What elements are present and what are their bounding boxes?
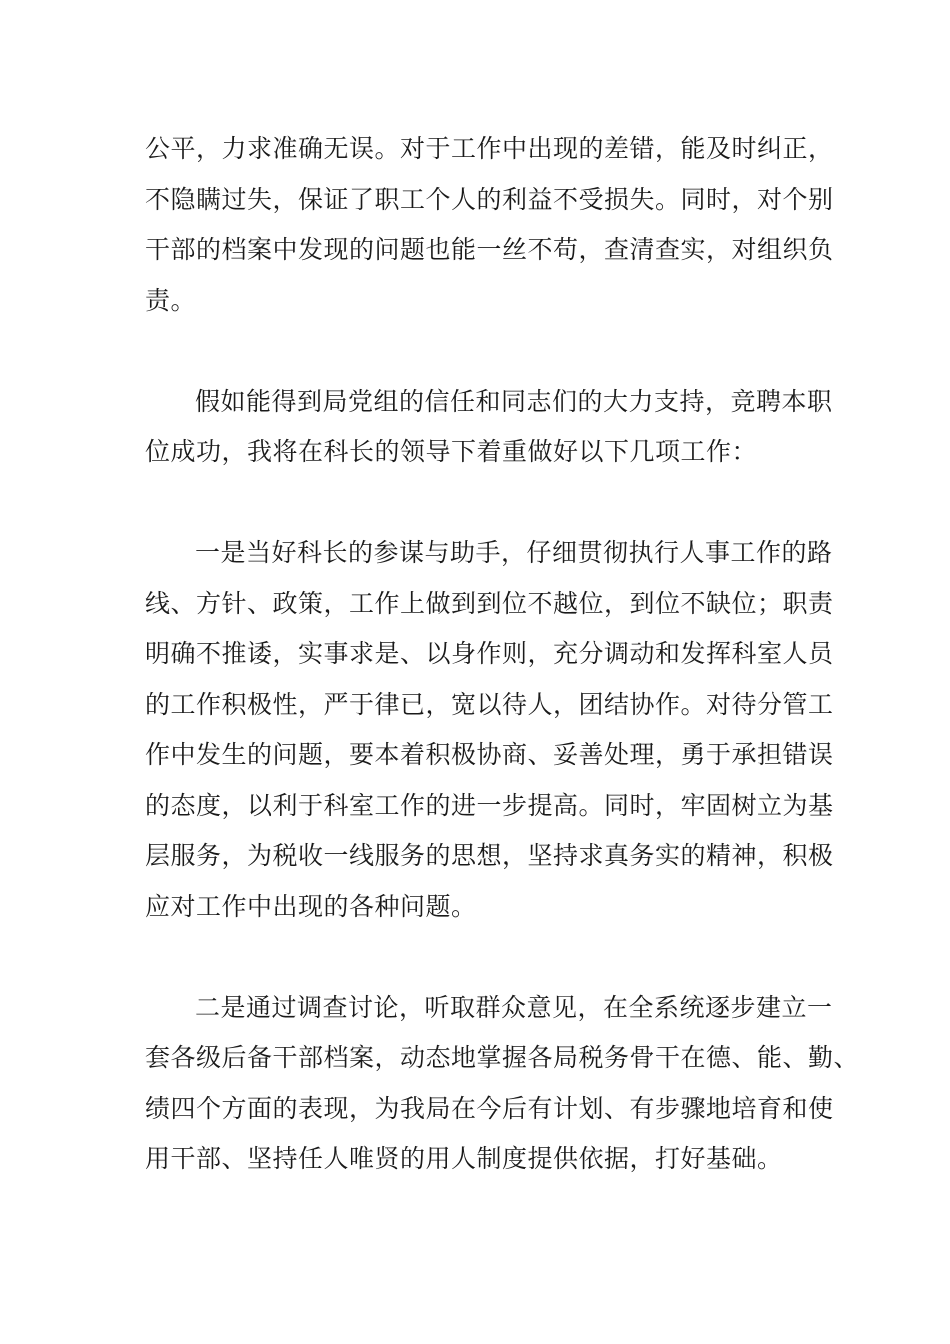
text-line: 不隐瞒过失，保证了职工个人的利益不受损失。同时，对个别 <box>145 184 834 214</box>
text-line: 明确不推诿，实事求是、以身作则，充分调动和发挥科室人员 <box>145 639 834 668</box>
text-line: 应对工作中出现的各种问题。 <box>145 891 477 921</box>
text-line: 二是通过调查讨论，听取群众意见，在全系统逐步建立一 <box>195 992 833 1022</box>
text-line: 位成功，我将在科长的领导下着重做好以下几项工作： <box>145 437 758 466</box>
paragraph-spacer <box>145 932 835 983</box>
paragraph-3 <box>145 528 835 932</box>
text-line: 线、方针、政策，工作上做到到位不越位，到位不缺位；职责 <box>145 588 834 618</box>
text-line: 层服务，为税收一线服务的思想，坚持求真务实的精神，积极 <box>145 841 834 870</box>
text-line: 一是当好科长的参谋与助手，仔细贯彻执行人事工作的路 <box>195 538 833 567</box>
text-line: 的工作积极性，严于律已，宽以待人，团结协作。对待分管工 <box>145 689 834 719</box>
text-line: 干部的档案中发现的问题也能一丝不苟，查清查实，对组织负 <box>145 235 834 264</box>
text-line: 假如能得到局党组的信任和同志们的大力支持，竞聘本职 <box>195 386 833 416</box>
text-line: 责。 <box>145 285 197 315</box>
paragraph-1 <box>145 124 835 326</box>
document-body <box>145 124 860 1185</box>
text-line: 的态度，以利于科室工作的进一步提高。同时，牢固树立为基 <box>145 790 834 820</box>
paragraph-4 <box>145 983 860 1185</box>
text-line: 用干部、坚持任人唯贤的用人制度提供依据，打好基础。 <box>145 1144 783 1173</box>
paragraph-spacer <box>145 478 835 529</box>
paragraph-spacer <box>145 326 835 377</box>
paragraph-2 <box>145 377 835 478</box>
text-line: 公平，力求准确无误。对于工作中出现的差错，能及时纠正， <box>145 134 834 163</box>
text-line: 作中发生的问题，要本着积极协商、妥善处理，勇于承担错误 <box>145 740 834 769</box>
text-line: 套各级后备干部档案，动态地掌握各局税务骨干在德、能、勤、 <box>145 1043 860 1072</box>
text-line: 绩四个方面的表现，为我局在今后有计划、有步骤地培育和使 <box>145 1093 834 1123</box>
